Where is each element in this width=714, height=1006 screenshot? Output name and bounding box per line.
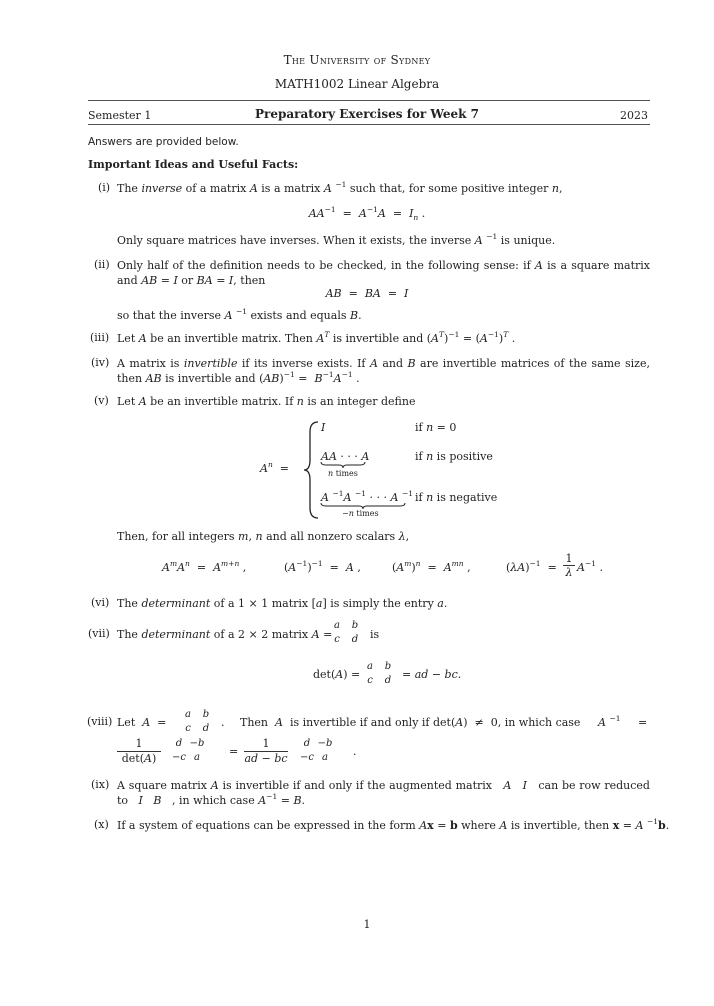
semester-label: Semester 1 [88,109,152,122]
item-label-viii: (viii) [87,715,113,728]
item-x-text: If a system of equations can be expressed in the form Ax = b where A is invertible, then x = A $^{-1}$b. [117,817,670,832]
course-title: MATH1002 Linear Algebra [274,77,440,91]
item-i-note: Only square matrices have inverses. When it exists, the inverse A $^{-1}$ is unique. [117,232,556,247]
item-label-ii: (ii) [94,258,110,271]
item-vii-text: The determinant of a 2 × 2 matrix A = [117,628,333,641]
year-label: 2023 [620,109,648,122]
item-ii-text: Only half of the definition needs to be checked, in the following sense: if A is a square matrix and AB = I or BA = I, then [117,259,650,287]
case-2-times: n times [328,469,358,478]
item-viii-inverse: A $^{-1}$ [598,714,621,729]
det-lhs: det(A) = [313,668,361,681]
item-label-iv: (iv) [91,356,110,369]
frac-2-adbc: 1 ad − bc [244,737,288,765]
header-rule-top [88,100,650,101]
law-4-lhs: $(\lambda A)^{-1}$ = [506,559,557,574]
item-v-text: Let A be an invertible matrix. If n is an integer define [117,395,416,408]
underbrace-2 [320,461,366,469]
header-rule-bottom [88,124,650,125]
answers-note: Answers are provided below. [88,136,239,148]
item-label-vi: (vi) [91,596,110,609]
case-2-value: AA · · · A [321,450,370,463]
item-vii-is: is [370,628,380,641]
item-label-vii: (vii) [88,627,110,640]
adjugate-2: d −b −c a [300,738,333,763]
item-viii-period: . [221,716,225,729]
item-viii-let: Let A = [117,716,167,729]
item-ix-text: A square matrix A is invertible if and only if the augmented matrix A I can be row reduced to I B , in which case $A^{-1} = B$. [117,779,650,807]
item-viii-equals: = [638,716,648,729]
section-heading: Important Ideas and Useful Facts: [88,158,299,171]
item-iv-text: A matrix is invertible if its inverse exists. If A and B are invertible matrices of the same size, then AB is invertible and $(AB)^{-1} = B^{-1}A^{-1}$ . [117,357,650,385]
matrix-vii: a b c d [334,620,359,645]
item-label-x: (x) [94,818,109,831]
item-viii-text: Then A is invertible if and only if det(A) ≠ 0, in which case [240,716,581,729]
item-v-then: Then, for all integers m, n and all nonzero scalars λ, [117,530,410,543]
item-iii-text: Let A be an invertible matrix. Then $A^T$ is invertible and $(A^T)^{-1} = (A^{-1})^T$ . [117,330,516,345]
det-rhs: = ad − bc. [402,668,462,681]
item-label-iii: (iii) [90,331,110,344]
case-2-condition: if n is positive [415,450,493,463]
det-matrix: a b c d [367,661,392,686]
adjugate-equals: = [229,745,239,758]
law-3: $(A^m)^n = A^{mn}$ , [392,559,471,574]
item-i-equation: $AA^{-1} = A^{-1}A = I_n$ . [308,205,426,223]
matrix-viii: a b c d [185,709,210,734]
document-title: Preparatory Exercises for Week 7 [255,107,479,121]
university-name: The University of Sydney [283,53,431,67]
law-4-rhs: $A^{-1}$ . [577,559,604,574]
case-3-times: −n times [342,509,379,518]
frac-1-det: 1 det(A) [117,737,161,766]
case-3-value: A $^{-1}$A $^{-1}$ · · · A $^{-1}$ [321,489,414,504]
adjugate-1: d −b −c a [172,738,205,763]
page-number: 1 [363,918,371,931]
law-1: $A^mA^n = A^{m+n}$ , [162,559,247,574]
item-label-i: (i) [98,181,111,194]
case-1-value: I [321,421,326,434]
law-4-frac: 1 λ [563,552,575,579]
item-label-v: (v) [94,394,109,407]
item-ii-equation: AB = BA = I [325,287,409,300]
item-label-ix: (ix) [91,778,110,791]
adjugate-period: . [353,745,357,758]
item-i-text: The inverse of a matrix A is a matrix A $^{-1}$ such that, for some positive integer n, [117,180,563,195]
item-v-lhs: $A^n$ = [260,460,290,475]
case-3-condition: if n is negative [415,491,498,504]
item-vi-text: The determinant of a 1 × 1 matrix [a] is simply the entry a. [117,597,448,610]
item-ii-conclusion: so that the inverse A $^{-1}$ exists and equals B. [117,307,362,322]
case-1-condition: if n = 0 [415,421,457,434]
law-2: $(A^{-1})^{-1} = A$ , [284,559,361,574]
